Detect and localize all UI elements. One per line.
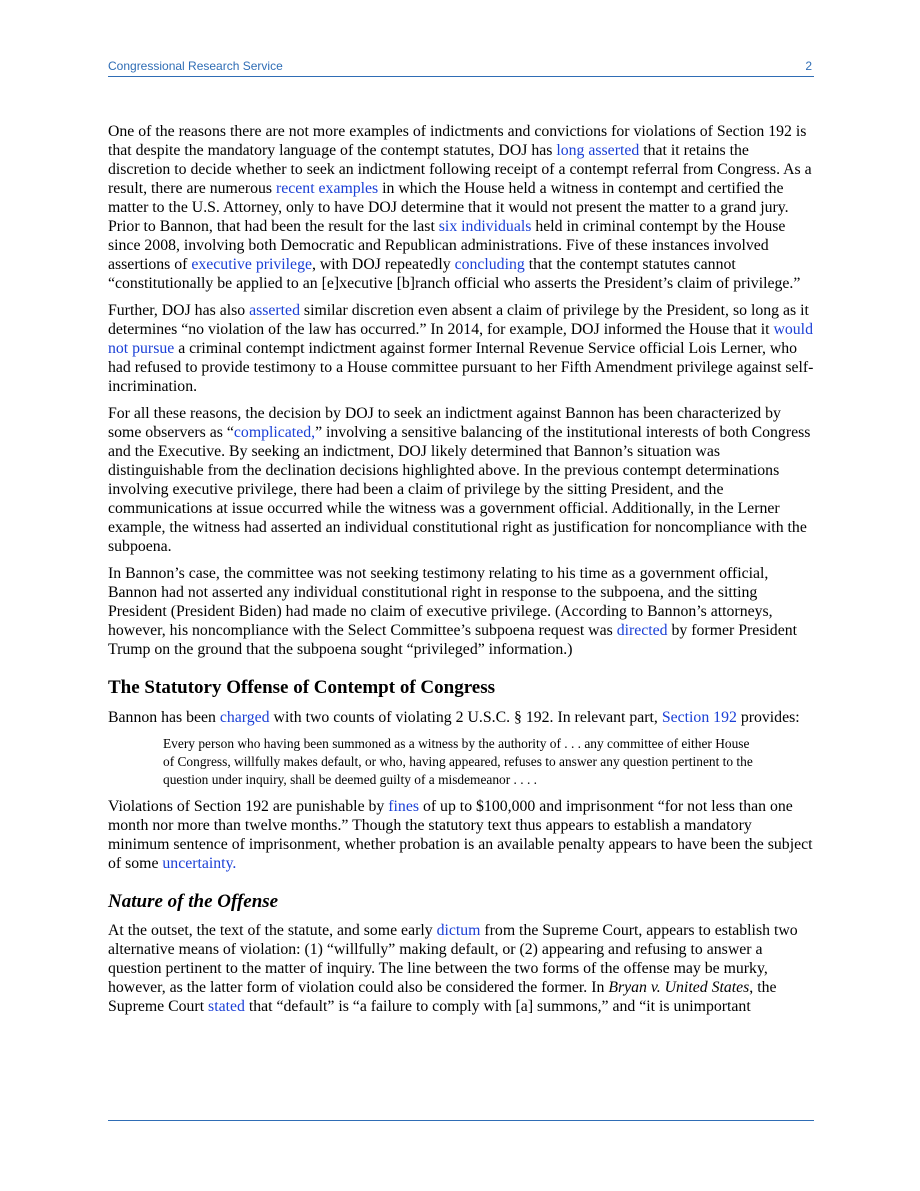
- link-recent-examples[interactable]: recent examples: [276, 180, 379, 197]
- text-run: Further, DOJ has also: [108, 302, 250, 319]
- header-organization: Congressional Research Service: [108, 59, 283, 73]
- case-name-bryan: Bryan v. United States: [608, 979, 750, 996]
- header-page-number: 2: [805, 59, 812, 73]
- heading-nature-of-offense: Nature of the Offense: [108, 891, 279, 912]
- text-run: a criminal contempt indictment against former Internal Revenue Service official Lois Lerner, who had refused to provide testimony to a House committee pursuant to her Fifth Amendment privilege against self-incrimination.: [108, 340, 814, 395]
- text-run: of up to $100,000 and imprisonment “for not less than one month nor more than twelve months.” Though the statutory text thus appears to establish a mandatory minimum sentence of imprisonment, whether probation is an available penalty appears to have been the subject of some: [108, 798, 813, 872]
- text-run: , with DOJ repeatedly: [311, 256, 455, 273]
- text-run: that the contempt statutes cannot “constitutionally be applied to an [e]xecutive [b]ranch official who asserts the President’s claim of privilege.”: [108, 256, 801, 292]
- text-run: , the Supreme Court: [108, 979, 777, 1015]
- text-run: that “default” is “a failure to comply with [a] summons,” and “it is unimportant: [244, 998, 751, 1015]
- link-fines[interactable]: fines: [388, 798, 419, 815]
- page-header: [108, 58, 814, 77]
- text-run: by former President Trump on the ground that the subpoena sought “privileged” information.): [108, 622, 797, 658]
- link-complicated[interactable]: complicated,: [233, 424, 316, 441]
- text-run: For all these reasons, the decision by DOJ to seek an indictment against Bannon has been characterized by some observers as “: [108, 405, 781, 441]
- text-run: with two counts of violating 2 U.S.C. § 192. In relevant part,: [269, 709, 662, 726]
- paragraph-charged: [108, 708, 814, 727]
- text-run: Bannon has been: [108, 709, 220, 726]
- document-body: [108, 122, 814, 1024]
- link-section-192[interactable]: Section 192: [661, 709, 737, 726]
- link-asserted[interactable]: asserted: [249, 302, 300, 319]
- link-long-asserted[interactable]: long asserted: [556, 142, 640, 159]
- link-charged[interactable]: charged: [219, 709, 270, 726]
- paragraph-nature: [108, 921, 814, 1016]
- paragraph-complicated: [108, 404, 814, 556]
- link-uncertainty[interactable]: uncertainty.: [162, 855, 237, 872]
- text-run: In Bannon’s case, the committee was not seeking testimony relating to his time as a government official, Bannon had not asserted any individual constitutional right in response to the subpoena, and the sitting President (President Biden) had made no claim of executive privilege. (According to Bannon’s attorneys, however, his noncompliance with the Select Committee’s subpoena request was: [108, 565, 773, 639]
- paragraph-bannon-case: [108, 564, 814, 659]
- text-run: that it retains the discretion to decide whether to seek an indictment following receipt of a contempt referral from Congress. As a result, there are numerous: [108, 142, 812, 197]
- text-run: provides:: [736, 709, 800, 726]
- footer-divider: [108, 1120, 814, 1121]
- link-would-not-pursue[interactable]: would not pursue: [108, 321, 813, 357]
- link-executive-privilege[interactable]: executive privilege: [191, 256, 312, 273]
- link-stated[interactable]: stated: [208, 998, 245, 1015]
- text-run: held in criminal contempt by the House since 2008, involving both Democratic and Republican administrations. Five of these instances involved assertions of: [108, 218, 786, 273]
- link-concluding[interactable]: concluding: [454, 256, 525, 273]
- text-run: from the Supreme Court, appears to establish two alternative means of violation: (1) “willfully” making default, or (2) appearing and refusing to answer a question pertinent to the matter of inquiry. The line between the two forms of the offense may be murky, however, as the latter form of violation could also be considered the former. In: [108, 922, 798, 996]
- text-run: Violations of Section 192 are punishable by: [108, 798, 389, 815]
- block-quote-statute: Every person who having been summoned as a witness by the authority of . . . any committee of either House of Congress, willfully makes default, or who, having appeared, refuses to answer any question pertinent to the question under inquiry, shall be deemed guilty of a misdemeanor . . . .: [163, 736, 753, 787]
- text-run: in which the House held a witness in contempt and certified the matter to the U.S. Attorney, only to have DOJ determine that it would not present the matter to a grand jury. Prior to Bannon, that had been the result for the last: [108, 180, 789, 235]
- text-run: ” involving a sensitive balancing of the institutional interests of both Congress and the Executive. By seeking an indictment, DOJ likely determined that Bannon’s situation was distinguishable from the declination decisions highlighted above. In the previous contempt determinations involving executive privilege, there had been a claim of privilege by the sitting President, and the communications at issue occurred while the witness was a government official. Additionally, in the Lerner example, the witness had asserted an individual constitutional right as justification for noncompliance with the subpoena.: [108, 424, 811, 555]
- text-run: similar discretion even absent a claim of privilege by the President, so long as it determines “no violation of the law has occurred.” In 2014, for example, DOJ informed the House that it: [108, 302, 809, 338]
- link-directed[interactable]: directed: [616, 622, 668, 639]
- text-run: One of the reasons there are not more examples of indictments and convictions for violations of Section 192 is that despite the mandatory language of the contempt statutes, DOJ has: [108, 123, 807, 159]
- paragraph-lerner: [108, 301, 814, 396]
- paragraph-penalties: [108, 797, 814, 873]
- paragraph-doj-discretion: [108, 122, 814, 293]
- text-run: At the outset, the text of the statute, and some early: [108, 922, 437, 939]
- heading-statutory-offense: The Statutory Offense of Contempt of Congress: [108, 677, 496, 698]
- link-dictum[interactable]: dictum: [436, 922, 481, 939]
- link-six-individuals[interactable]: six individuals: [438, 218, 532, 235]
